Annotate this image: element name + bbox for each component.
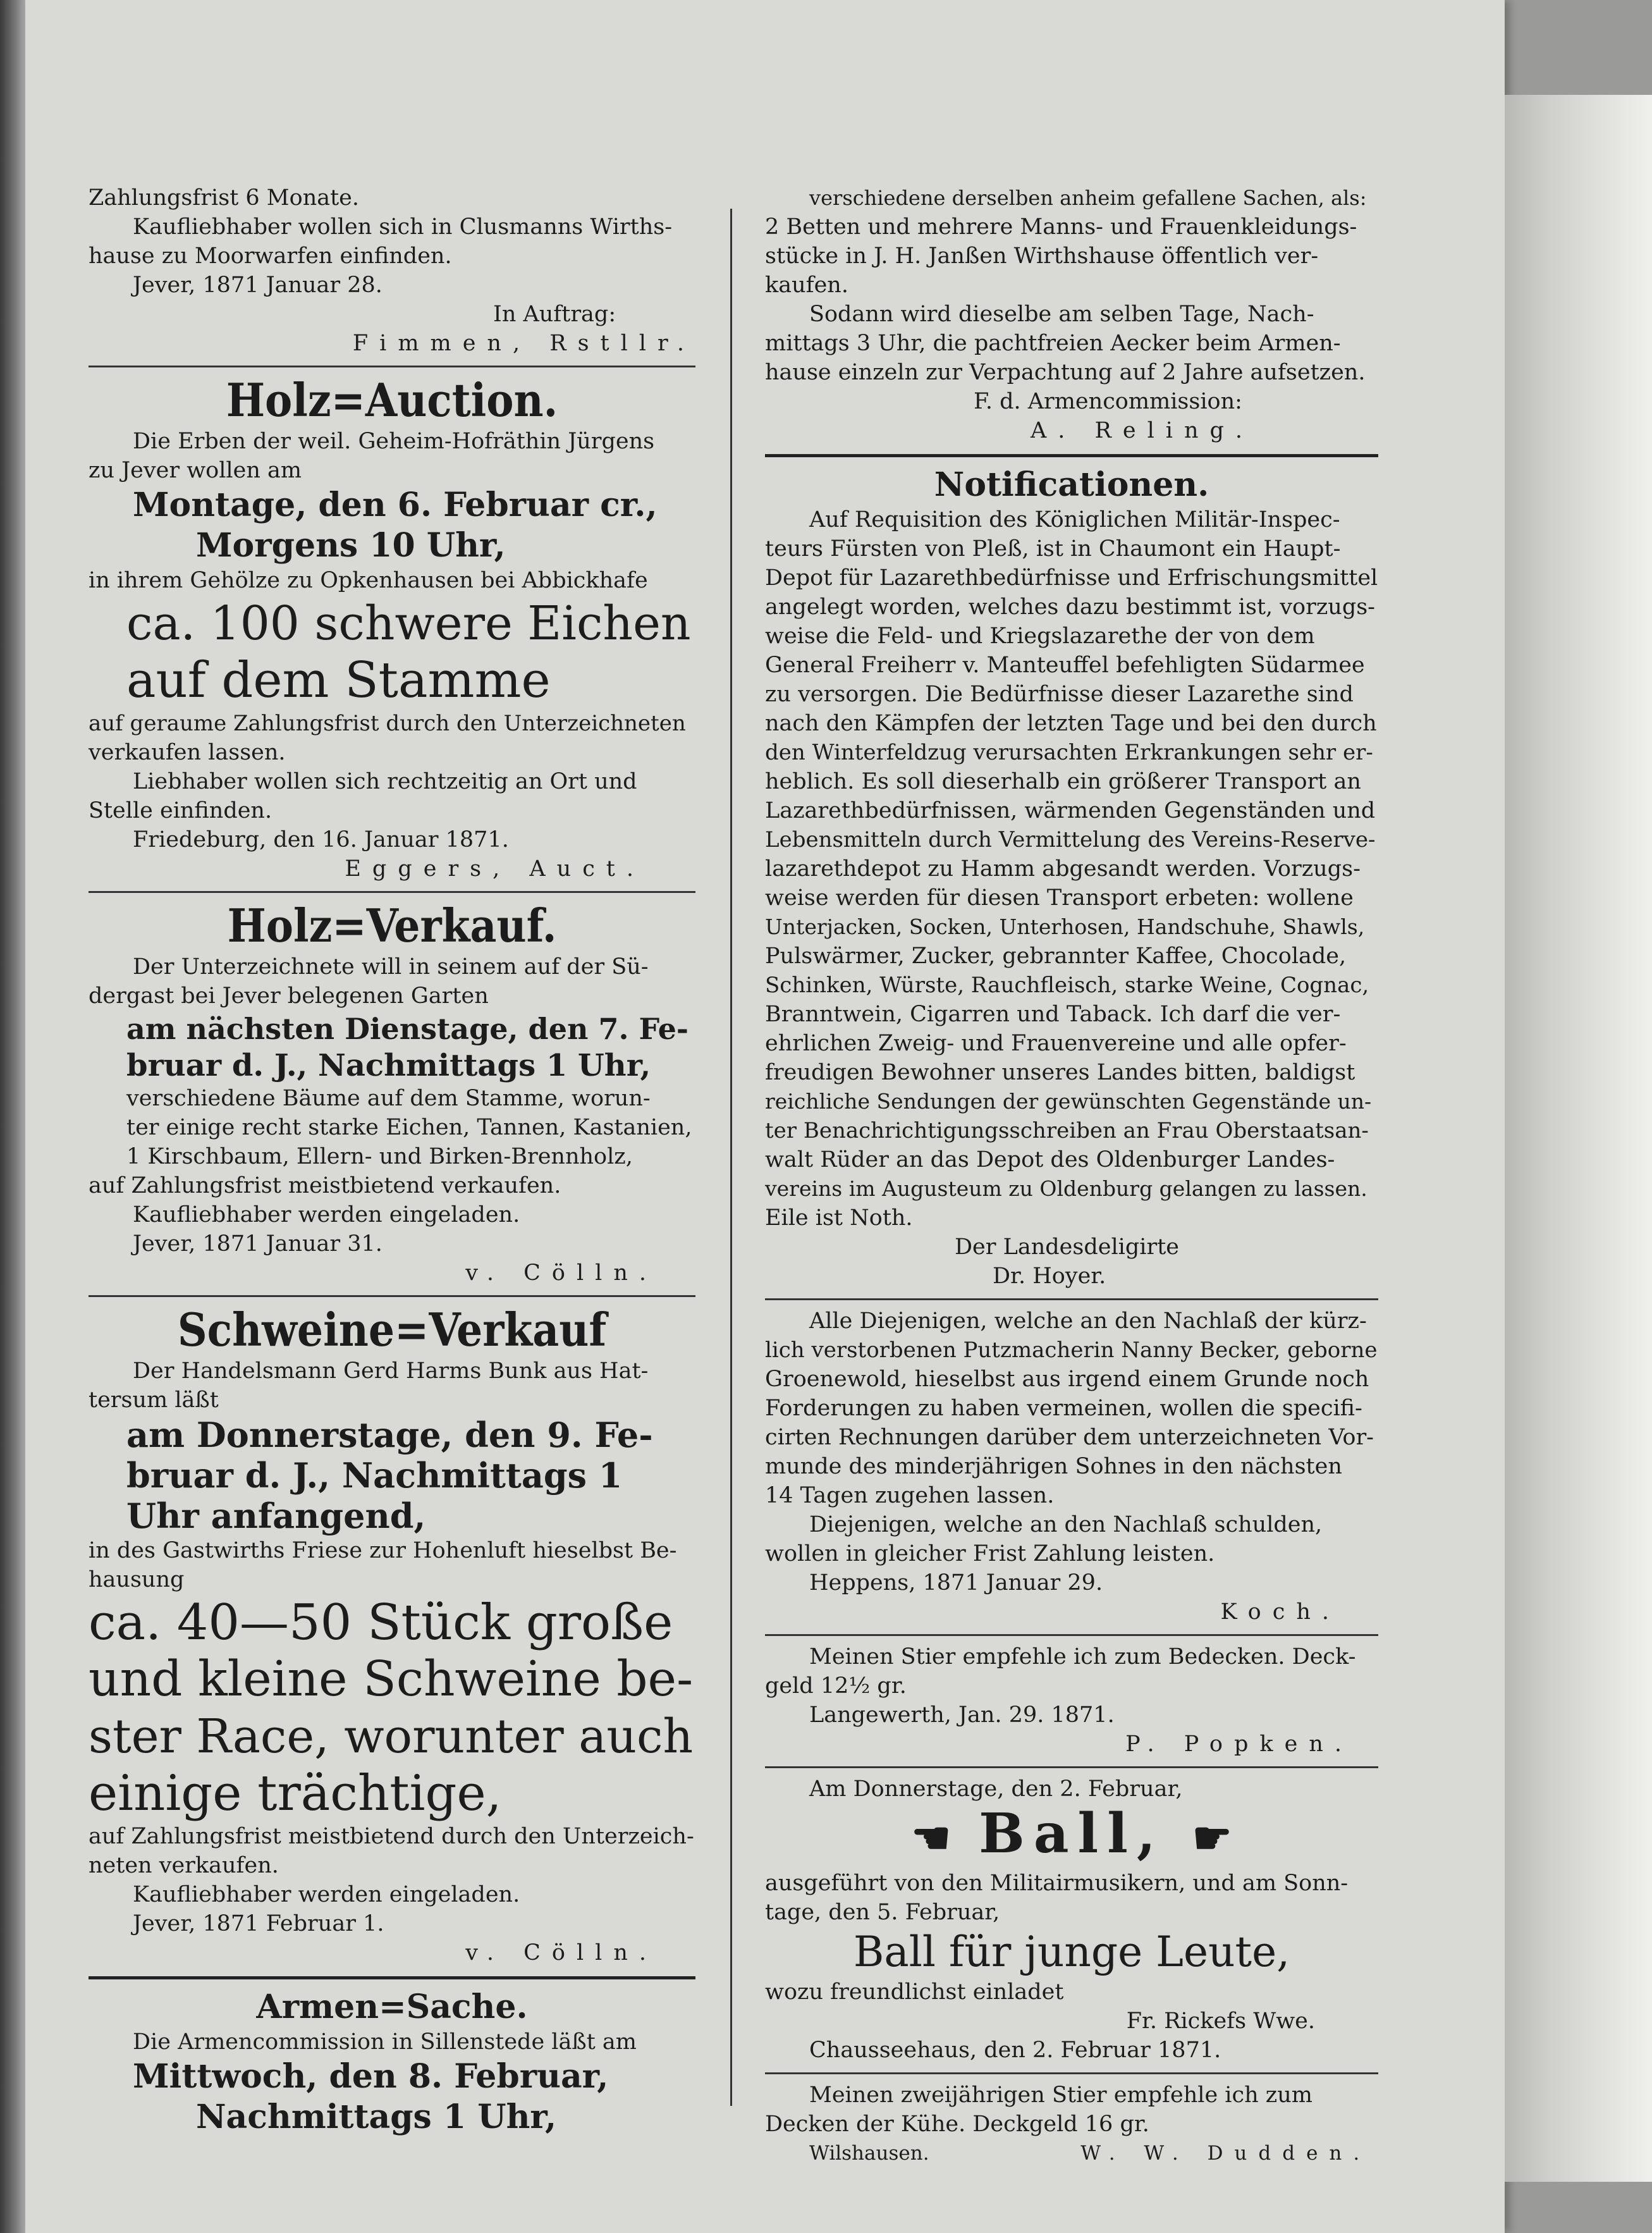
section-rule — [765, 1298, 1378, 1300]
notif-line: Unterjacken, Socken, Unterhosen, Handschuhe, Shawls, — [765, 914, 1365, 939]
left-column — [89, 183, 695, 2138]
ad-line: neten verkaufen. — [89, 1853, 279, 1878]
notif-line: zu versorgen. Die Bedürfnisse dieser Lazarethe sind — [765, 682, 1354, 707]
ad-schweine-verkauf — [89, 1303, 695, 1967]
ad-signature: P. Popken. — [1125, 1732, 1353, 1757]
section-rule — [89, 891, 695, 893]
ad-notificationen — [765, 465, 1378, 1291]
ad-bold-line: Mittwoch, den 8. Februar, — [133, 2057, 609, 2096]
notif-line: General Freiherr v. Manteuffel befehligten Südarmee — [765, 653, 1365, 678]
ad-line: Der Handelsmann Gerd Harms Bunk aus Hat- — [133, 1358, 649, 1384]
ad-title: Holz=Auction. — [226, 373, 558, 427]
ad-headline: und kleine Schweine be- — [89, 1651, 694, 1707]
ad-title: Armen=Sache. — [256, 1988, 528, 2026]
ad-date: Chausseehaus, den 2. Februar 1871. — [809, 2037, 1221, 2063]
notif-line: Pulswärmer, Zucker, gebrannter Kaffee, Chocolade, — [765, 944, 1347, 969]
ad-signature: W. W. Dudden. — [1080, 2141, 1371, 2165]
ad-holz-auction — [89, 374, 695, 883]
ad-line: F. d. Armencommission: — [974, 389, 1242, 414]
ad-line: auf geraume Zahlungsfrist durch den Unterzeichneten — [89, 711, 686, 736]
notif-line: ehrlichen Zweig- und Frauenvereine und alle opfer- — [765, 1031, 1347, 1056]
notif-line: Auf Requisition des Königlichen Militär-Inspec- — [809, 507, 1340, 532]
ad-line: 14 Tagen zugehen lassen. — [765, 1483, 1055, 1508]
notif-line: lazarethdepot zu Hamm abgesandt werden. Vorzugs- — [765, 856, 1361, 882]
ad-line: Groenewold, hieselbst aus irgend einem Grunde noch — [765, 1367, 1369, 1392]
ad-line: verschiedene Bäume auf dem Stamme, worun- — [126, 1086, 651, 1111]
ad-line: munde des minderjährigen Sohnes in den nächsten — [765, 1454, 1342, 1479]
ad-line: 2 Betten und mehrere Manns- und Frauenkleidungs- — [765, 214, 1357, 240]
ad-line: Die Erben der weil. Geheim-Hofräthin Jürgens — [133, 429, 655, 454]
notif-line: Depot für Lazarethbedürfnisse und Erfrischungsmittel — [765, 565, 1378, 591]
ad-armen-continued — [765, 183, 1378, 445]
notif-line: reichliche Sendungen der gewünschten Gegenstände un- — [765, 1089, 1372, 1114]
ad-line: auf Zahlungsfrist meistbietend verkaufen. — [89, 1173, 561, 1198]
ad-signature: Koch. — [1220, 1599, 1340, 1625]
ad-line: geld 12½ gr. — [765, 1673, 907, 1699]
ad-signature: v. Cölln. — [465, 1940, 658, 1965]
ad-line: Forderungen zu haben vermeinen, wollen die specifi- — [765, 1396, 1362, 1421]
ad-signature: Dr. Hoyer. — [993, 1264, 1106, 1289]
pointing-hand-right-icon: ☛ — [1192, 1811, 1232, 1864]
ad-line: mittags 3 Uhr, die pachtfreien Aecker beim Armen- — [765, 331, 1341, 356]
ad-line: dergast bei Jever belegenen Garten — [89, 983, 489, 1009]
ad-auftrag: In Auftrag: — [493, 302, 616, 327]
notif-line: Lebensmitteln durch Vermittelung des Vereins-Reserve- — [765, 827, 1376, 852]
ad-line — [765, 2139, 1378, 2168]
ad-line: Meinen Stier empfehle ich zum Bedecken. Deck- — [809, 1644, 1356, 1670]
section-rule — [765, 454, 1378, 457]
notif-line: walt Rüder an das Depot des Oldenburger Landes- — [765, 1147, 1335, 1172]
ad-line: stücke in J. H. Janßen Wirthshause öffentlich ver- — [765, 243, 1319, 269]
ad-line: Liebhaber wollen sich rechtzeitig an Ort und — [133, 769, 637, 794]
notif-line: angelegt worden, welches dazu bestimmt ist, vorzugs- — [765, 594, 1376, 620]
ad-line: Sodann wird dieselbe am selben Tage, Nach- — [809, 302, 1314, 327]
ad-bold-line: Nachmittags 1 Uhr, — [196, 2098, 557, 2136]
notif-line: den Winterfeldzug verursachten Erkrankungen sehr er- — [765, 740, 1373, 765]
ad-stier-dudden — [765, 2081, 1378, 2168]
ad-line: wozu freundlichst einladet — [765, 1979, 1064, 2005]
notif-line: Lazarethbedürfnissen, wärmenden Gegenständen und — [765, 798, 1376, 823]
ad-date: Jever, 1871 Januar 31. — [133, 1231, 382, 1257]
ad-line: hause einzeln zur Verpachtung auf 2 Jahre aufsetzen. — [765, 360, 1366, 385]
ad-line: hausung — [89, 1567, 185, 1592]
ad-line: wollen in gleicher Frist Zahlung leisten. — [765, 1541, 1215, 1566]
ad-title: Schweine=Verkauf — [177, 1303, 607, 1356]
notif-line: weise die Feld- und Kriegslazarethe der von dem — [765, 624, 1315, 649]
section-rule — [765, 2072, 1378, 2074]
ad-date: Heppens, 1871 Januar 29. — [809, 1570, 1103, 1596]
ad-line: hause zu Moorwarfen einfinden. — [89, 243, 452, 269]
ad-date: Langewerth, Jan. 29. 1871. — [809, 1702, 1115, 1728]
ad-line: Die Armencommission in Sillenstede läßt am — [133, 2029, 637, 2055]
ad-signature: A. Reling. — [1031, 418, 1254, 443]
ad-headline: auf dem Stamme — [126, 652, 551, 709]
notif-line: vereins im Augusteum zu Oldenburg gelangen zu lassen. — [765, 1176, 1367, 1201]
right-column — [765, 183, 1378, 2168]
ad-line: zu Jever wollen am — [89, 458, 302, 483]
ad-line: Der Unterzeichnete will in seinem auf der Sü- — [133, 954, 649, 980]
ad-nachlass-becker — [765, 1307, 1378, 1627]
ad-headline: ca. 40—50 Stück große — [89, 1594, 673, 1651]
ad-bold-line: bruar d. J., Nachmittags 1 Uhr, — [126, 1048, 651, 1083]
ad-headline: ca. 100 schwere Eichen — [126, 596, 691, 651]
ad-line: Kaufliebhaber werden eingeladen. — [133, 1202, 520, 1227]
ad-headline: ster Race, worunter auch — [89, 1709, 694, 1764]
ad-bold-line: am Donnerstage, den 9. Fe- — [126, 1415, 653, 1455]
notif-line: nach den Kämpfen der letzten Tage und bei den durch — [765, 711, 1377, 736]
ad-signature: v. Cölln. — [465, 1260, 658, 1286]
ad-bold-line: am nächsten Dienstage, den 7. Fe- — [126, 1012, 688, 1046]
ad-stier-popken — [765, 1642, 1378, 1759]
ad-title — [765, 1804, 1378, 1869]
section-rule — [765, 1766, 1378, 1768]
ad-signature: Eggers, Auct. — [345, 856, 645, 882]
ad-signature: Fr. Rickefs Wwe. — [1126, 2008, 1315, 2034]
pointing-hand-left-icon: ☚ — [911, 1811, 951, 1864]
ball-title: Ball, — [979, 1802, 1165, 1866]
ad-line: verschiedene derselben anheim gefallene Sachen, als: — [809, 186, 1367, 210]
ad-line: tersum läßt — [89, 1387, 219, 1413]
ad-line: Kaufliebhaber werden eingeladen. — [133, 1882, 520, 1907]
section-rule — [765, 1634, 1378, 1636]
page-edge-stack — [1505, 95, 1652, 2182]
ad-bold-line: bruar d. J., Nachmittags 1 — [126, 1455, 623, 1496]
ad-ball — [765, 1775, 1378, 2065]
ad-holz-verkauf — [89, 899, 695, 1288]
ad-headline: einige trächtige, — [89, 1765, 502, 1822]
page-shadow-left — [0, 0, 25, 2233]
ad-date: Jever, 1871 Februar 1. — [133, 1911, 384, 1936]
ad-line: verkaufen lassen. — [89, 740, 286, 765]
notif-line: Branntwein, Cigarren und Taback. Ich darf die ver- — [765, 1002, 1341, 1027]
notif-line: teurs Fürsten von Pleß, ist in Chaumont ein Haupt- — [765, 536, 1341, 562]
ad-line: lich verstorbenen Putzmacherin Nanny Becker, geborne — [765, 1338, 1378, 1363]
ad-line: Zahlungsfrist 6 Monate. — [89, 185, 360, 211]
notif-line: ter Benachrichtigungsschreiben an Frau Oberstaatsan- — [765, 1118, 1369, 1143]
section-rule — [89, 366, 695, 367]
ad-line: Decken der Kühe. Deckgeld 16 gr. — [765, 2111, 1149, 2137]
ad-place: Wilshausen. — [809, 2141, 929, 2165]
notif-line: freudigen Bewohner unseres Landes bitten, baldigst — [765, 1060, 1355, 1085]
ad-signature: Der Landesdeligirte — [955, 1234, 1179, 1260]
section-rule — [89, 1976, 695, 1979]
ad-line: ausgeführt von den Militairmusikern, und am Sonn- — [765, 1870, 1349, 1896]
ad-line: in des Gastwirths Friese zur Hohenluft hieselbst Be- — [89, 1538, 677, 1563]
ad-armen-sache — [89, 1987, 695, 2138]
ad-line: cirten Rechnungen darüber dem unterzeichneten Vor- — [765, 1425, 1374, 1450]
notif-line: weise werden für diesen Transport erbeten: wollene — [765, 885, 1354, 911]
ad-line: Stelle einfinden. — [89, 798, 272, 823]
ad-headline: Ball für junge Leute, — [853, 1927, 1290, 1976]
ad-line: 1 Kirschbaum, Ellern- und Birken-Brennholz, — [126, 1144, 633, 1169]
section-rule — [89, 1295, 695, 1297]
ad-date: Jever, 1871 Januar 28. — [133, 273, 382, 298]
notif-line: Eile ist Noth. — [765, 1205, 913, 1231]
ad-title: Notificationen. — [934, 465, 1209, 504]
column-divider — [730, 209, 732, 2106]
ad-line: ter einige recht starke Eichen, Tannen, Kastanien, — [126, 1115, 692, 1140]
ad-line: auf Zahlungsfrist meistbietend durch den Unterzeich- — [89, 1824, 694, 1849]
ad-line: tage, den 5. Februar, — [765, 1899, 1000, 1925]
ad-signature: Fimmen, Rstllr. — [352, 331, 695, 356]
ad-line: Meinen zweijährigen Stier empfehle ich zum — [809, 2082, 1312, 2108]
ad-line: kaufen. — [765, 273, 848, 298]
ad-line: in ihrem Gehölze zu Opkenhausen bei Abbickhafe — [89, 568, 648, 593]
ad-bold-line: Montage, den 6. Februar cr., — [133, 486, 658, 524]
ad-title: Holz=Verkauf. — [227, 899, 557, 952]
ad-bold-line: Uhr anfangend, — [126, 1496, 426, 1536]
ad-line: Kaufliebhaber wollen sich in Clusmanns Wirths- — [133, 214, 673, 240]
ad-bold-line: Morgens 10 Uhr, — [196, 526, 506, 565]
ad-date: Friedeburg, den 16. Januar 1871. — [133, 827, 509, 852]
ad-fimmen — [89, 183, 695, 358]
notif-line: heblich. Es soll dieserhalb ein größerer Transport an — [765, 769, 1361, 794]
notif-line: Schinken, Würste, Rauchfleisch, starke Weine, Cognac, — [765, 973, 1369, 998]
ad-line: Am Donnerstage, den 2. Februar, — [809, 1776, 1183, 1802]
ad-line: Diejenigen, welche an den Nachlaß schulden, — [809, 1512, 1323, 1537]
ad-line: Alle Diejenigen, welche an den Nachlaß der kürz- — [809, 1308, 1367, 1334]
